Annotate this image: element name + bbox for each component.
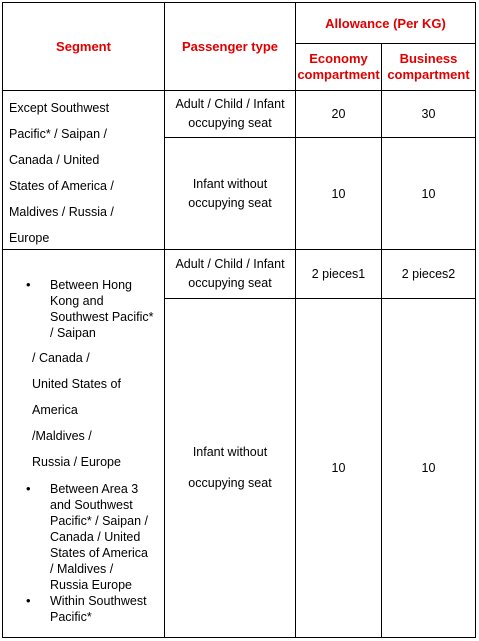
group1-row1-economy xyxy=(295,90,382,138)
header-passenger-type xyxy=(164,2,296,91)
passenger-type-line: Adult / Child / Infant xyxy=(175,257,285,271)
header-economy xyxy=(295,43,382,91)
bullet-line: States of America xyxy=(50,546,148,560)
header-segment-text: Segment xyxy=(56,39,111,54)
header-allowance-text: Allowance (Per KG) xyxy=(325,15,446,31)
group1-row1-business xyxy=(381,90,476,138)
bullet-line: Southwest Pacific* xyxy=(50,310,154,324)
passenger-type-line: occupying seat xyxy=(188,276,272,290)
passenger-type-line: Infant without xyxy=(192,176,268,191)
header-passenger-type-text: Passenger type xyxy=(181,39,279,54)
bullet-line: / Saipan xyxy=(50,326,96,340)
group2-row2-passenger-type xyxy=(164,298,296,638)
passenger-type-line: occupying seat xyxy=(188,116,272,130)
group1-row2-business xyxy=(381,137,476,250)
bullet-line: • Within Southwest xyxy=(50,594,147,608)
bullet-line: Russia Europe xyxy=(50,578,132,592)
baggage-allowance-table xyxy=(2,2,476,638)
business-value: 30 xyxy=(421,107,436,121)
group1-segment-line: States of America / xyxy=(9,179,114,193)
segment-plain-lines xyxy=(3,345,164,475)
header-business-line2: compartment xyxy=(387,67,470,82)
group1-segment-line: Except Southwest xyxy=(9,101,110,115)
header-business xyxy=(381,43,476,91)
group1-row2-passenger-type xyxy=(164,137,296,250)
group1-segment-line: Europe xyxy=(9,231,50,245)
economy-value: 2 pieces1 xyxy=(311,267,366,281)
passenger-type-line: occupying seat xyxy=(188,195,272,210)
economy-value: 20 xyxy=(331,107,346,121)
economy-value: 10 xyxy=(331,461,346,475)
business-value: 2 pieces2 xyxy=(401,267,456,281)
group1-row2-economy xyxy=(295,137,382,250)
passenger-type-line: occupying seat xyxy=(188,476,272,490)
header-economy-line1: Economy xyxy=(309,51,368,66)
segment-bullet-item xyxy=(3,593,164,625)
business-value: 10 xyxy=(421,461,436,475)
segment-bullet-item xyxy=(3,481,164,593)
passenger-type-line: Adult / Child / Infant xyxy=(175,97,285,111)
group1-segment-line: Canada / United xyxy=(9,153,100,167)
bullet-line: / Maldives / xyxy=(50,562,114,576)
group2-row2-business xyxy=(381,298,476,638)
bullet-line: Canada / United xyxy=(50,530,141,544)
bullet-line: and Southwest xyxy=(50,498,133,512)
header-economy-line2: compartment xyxy=(297,67,380,82)
header-business-line1: Business xyxy=(399,51,458,66)
passenger-type-line: Infant without xyxy=(192,445,268,459)
group1-segment-line: Pacific* / Saipan / xyxy=(9,127,107,141)
business-value: 10 xyxy=(421,186,436,201)
plain-line: United States of xyxy=(32,377,121,391)
bullet-line: • Between Hong xyxy=(50,278,133,292)
group1-segment xyxy=(2,90,165,250)
bullet-line: • Between Area 3 xyxy=(50,482,139,496)
group2-row1-passenger-type xyxy=(164,249,296,299)
segment-bullet-item xyxy=(3,277,164,341)
header-segment xyxy=(2,2,165,91)
group2-row1-economy xyxy=(295,249,382,299)
plain-line: America xyxy=(32,403,78,417)
group1-segment-line: Maldives / Russia / xyxy=(9,205,114,219)
bullet-line: Kong and xyxy=(50,294,104,308)
group2-segment xyxy=(2,249,165,638)
bullet-line: Pacific* / Saipan / xyxy=(50,514,148,528)
group1-row1-passenger-type xyxy=(164,90,296,138)
group2-row1-business xyxy=(381,249,476,299)
plain-line: Russia / Europe xyxy=(32,455,121,469)
plain-line: / Canada / xyxy=(32,351,90,365)
bullet-line: Pacific* xyxy=(50,610,92,624)
header-allowance xyxy=(295,2,476,44)
group2-row2-economy xyxy=(295,298,382,638)
plain-line: /Maldives / xyxy=(32,429,92,443)
economy-value: 10 xyxy=(331,186,346,201)
